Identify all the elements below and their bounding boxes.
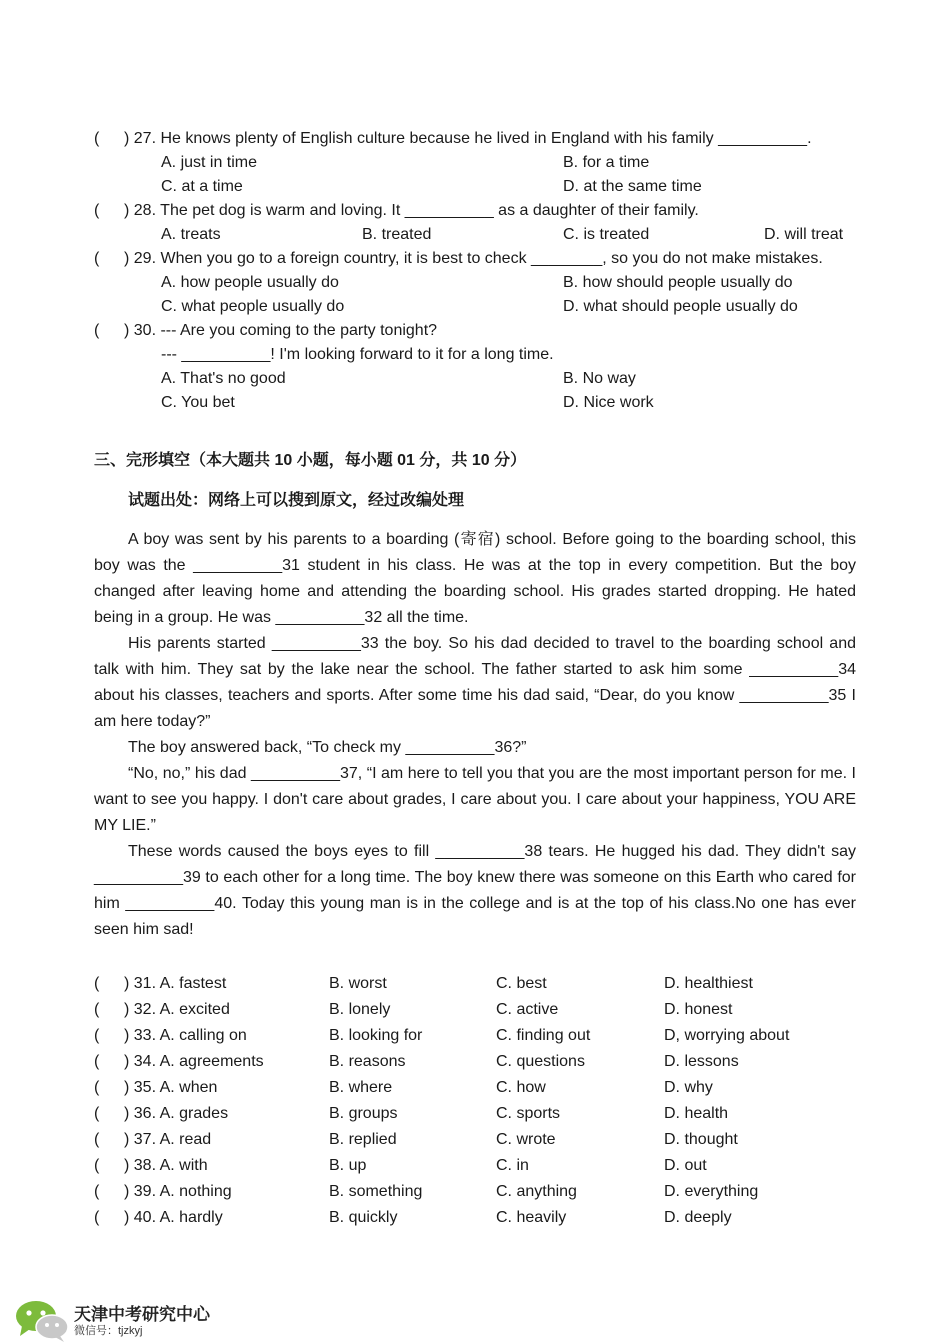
option-c: C. You bet: [161, 394, 235, 411]
option-c: C. anything: [496, 1183, 577, 1200]
option-d: D. health: [664, 1105, 729, 1122]
option-c: C. what people usually do: [161, 298, 345, 315]
answer-bracket: (: [94, 1183, 100, 1200]
option-a: ) 33. A. calling on: [124, 1027, 247, 1044]
passage-paragraph: “No, no,” his dad __________37, “I am here to tell you that you are the most important person for me. I want to see you happy. I don't care about grades, I care about you. I care about your happiness, YOU ARE MY LIE.”: [94, 765, 856, 834]
question-30-response: [94, 343, 874, 367]
option-a: ) 35. A. when: [124, 1079, 218, 1096]
option-d: D. Nice work: [563, 394, 654, 411]
option-c: C. heavily: [496, 1209, 567, 1226]
option-b: B. reasons: [329, 1053, 406, 1070]
option-c: C. is treated: [563, 226, 650, 243]
answer-bracket: (: [94, 202, 100, 219]
cloze-options: [94, 971, 874, 1231]
answer-bracket: (: [94, 322, 100, 339]
question-28-options: [94, 223, 874, 247]
option-b: B. groups: [329, 1105, 398, 1122]
option-d: D. lessons: [664, 1053, 739, 1070]
passage-paragraph: His parents started __________33 the boy. So his dad decided to travel to the boarding school and talk with him. They sat by the lake near the school. The father started to ask him some __________34 about his classes, teachers and sports. After some time his dad said, “Dear, do you know __________35 I am here today?”: [94, 635, 856, 730]
option-c: C. how: [496, 1079, 546, 1096]
answer-bracket: (: [94, 1131, 100, 1148]
option-a: ) 34. A. agreements: [124, 1053, 264, 1070]
option-d: D. thought: [664, 1131, 738, 1148]
cloze-question-34: [94, 1049, 874, 1075]
question-30-stem: [94, 319, 874, 343]
question-29-options-row2: [94, 295, 874, 319]
option-a: ) 38. A. with: [124, 1157, 208, 1174]
option-c: C. in: [496, 1157, 529, 1174]
option-a: ) 37. A. read: [124, 1131, 212, 1148]
footer-branding: [14, 1296, 274, 1342]
answer-bracket: (: [94, 250, 100, 267]
option-a: A. how people usually do: [161, 274, 339, 291]
option-d: D. out: [664, 1157, 707, 1174]
wechat-id: 微信号：tjzkyj: [74, 1325, 143, 1337]
passage-paragraph: These words caused the boys eyes to fill __________38 tears. He hugged his dad. They didn't say __________39 to each other for a long time. The boy knew there was someone on this Earth who cared for him __________40. Today this young man is in the college and is at the top of his class.No one has ever seen him sad!: [94, 843, 856, 938]
option-d: D. deeply: [664, 1209, 732, 1226]
answer-bracket: (: [94, 1157, 100, 1174]
option-b: B. treated: [362, 226, 432, 243]
cloze-question-38: [94, 1153, 874, 1179]
option-d: D. what should people usually do: [563, 298, 798, 315]
answer-bracket: (: [94, 130, 100, 147]
option-b: B. where: [329, 1079, 393, 1096]
option-b: B. for a time: [563, 154, 650, 171]
mcq-section: [94, 127, 874, 415]
option-c: C. sports: [496, 1105, 561, 1122]
cloze-question-32: [94, 997, 874, 1023]
option-d: D, worrying about: [664, 1027, 790, 1044]
option-c: C. wrote: [496, 1131, 556, 1148]
answer-bracket: (: [94, 975, 100, 992]
cloze-question-31: [94, 971, 874, 997]
cloze-question-39: [94, 1179, 874, 1205]
question-30-options-row1: [94, 367, 874, 391]
option-c: C. best: [496, 975, 547, 992]
passage-paragraph: The boy answered back, “To check my __________36?”: [128, 739, 527, 756]
question-27-options-row2: [94, 175, 874, 199]
passage-paragraph: A boy was sent by his parents to a boarding (寄宿) school. Before going to the boarding school, this boy was the __________31 student in his class. He was at the top in every competition. But the boy changed after leaving home and attending the boarding school. His grades started dropping. He hated being in a group. He was __________32 all the time.: [94, 531, 856, 626]
dialogue-response: --- __________! I'm looking forward to it for a long time.: [161, 346, 554, 363]
cloze-passage: [94, 527, 856, 943]
question-27-options-row1: [94, 151, 874, 175]
cloze-question-35: [94, 1075, 874, 1101]
option-b: B. quickly: [329, 1209, 398, 1226]
option-c: C. questions: [496, 1053, 585, 1070]
option-a: A. treats: [161, 226, 221, 243]
option-c: C. finding out: [496, 1027, 591, 1044]
option-c: C. active: [496, 1001, 559, 1018]
option-b: B. looking for: [329, 1027, 423, 1044]
answer-bracket: (: [94, 1027, 100, 1044]
option-a: ) 36. A. grades: [124, 1105, 229, 1122]
answer-bracket: (: [94, 1053, 100, 1070]
option-d: D. everything: [664, 1183, 759, 1200]
option-a: ) 31. A. fastest: [124, 975, 227, 992]
answer-bracket: (: [94, 1001, 100, 1018]
question-29-stem: [94, 247, 874, 271]
cloze-question-33: [94, 1023, 874, 1049]
option-d: D. at the same time: [563, 178, 702, 195]
option-a: ) 32. A. excited: [124, 1001, 230, 1018]
wechat-logo-icon: [14, 1298, 70, 1342]
question-text: ) 27. He knows plenty of English culture because he lived in England with his family __________.: [124, 130, 812, 147]
option-b: B. something: [329, 1183, 423, 1200]
option-a: A. just in time: [161, 154, 258, 171]
answer-bracket: (: [94, 1209, 100, 1226]
section-heading: 三、完形填空（本大题共 10 小题，每小题 01 分，共 10 分）: [94, 452, 527, 469]
source-note: 试题出处：网络上可以搜到原文，经过改编处理: [128, 492, 465, 509]
option-a: ) 39. A. nothing: [124, 1183, 232, 1200]
option-b: B. up: [329, 1157, 367, 1174]
answer-bracket: (: [94, 1105, 100, 1122]
option-b: B. worst: [329, 975, 387, 992]
cloze-question-40: [94, 1205, 874, 1231]
question-28-stem: [94, 199, 874, 223]
cloze-question-36: [94, 1101, 874, 1127]
question-27-stem: [94, 127, 874, 151]
option-b: B. lonely: [329, 1001, 391, 1018]
option-b: B. how should people usually do: [563, 274, 793, 291]
option-b: B. No way: [563, 370, 636, 387]
org-name: 天津中考研究中心: [74, 1305, 210, 1324]
option-b: B. replied: [329, 1131, 397, 1148]
option-d: D. honest: [664, 1001, 733, 1018]
option-d: D. why: [664, 1079, 713, 1096]
question-29-options-row1: [94, 271, 874, 295]
question-text: ) 30. --- Are you coming to the party tonight?: [124, 322, 438, 339]
option-d: D. will treat: [764, 226, 844, 243]
option-c: C. at a time: [161, 178, 243, 195]
cloze-question-37: [94, 1127, 874, 1153]
option-a: A. That's no good: [161, 370, 286, 387]
question-text: ) 29. When you go to a foreign country, it is best to check ________, so you do not make mistakes.: [124, 250, 823, 267]
option-a: ) 40. A. hardly: [124, 1209, 223, 1226]
question-30-options-row2: [94, 391, 874, 415]
answer-bracket: (: [94, 1079, 100, 1096]
option-d: D. healthiest: [664, 975, 753, 992]
question-text: ) 28. The pet dog is warm and loving. It __________ as a daughter of their family.: [124, 202, 699, 219]
